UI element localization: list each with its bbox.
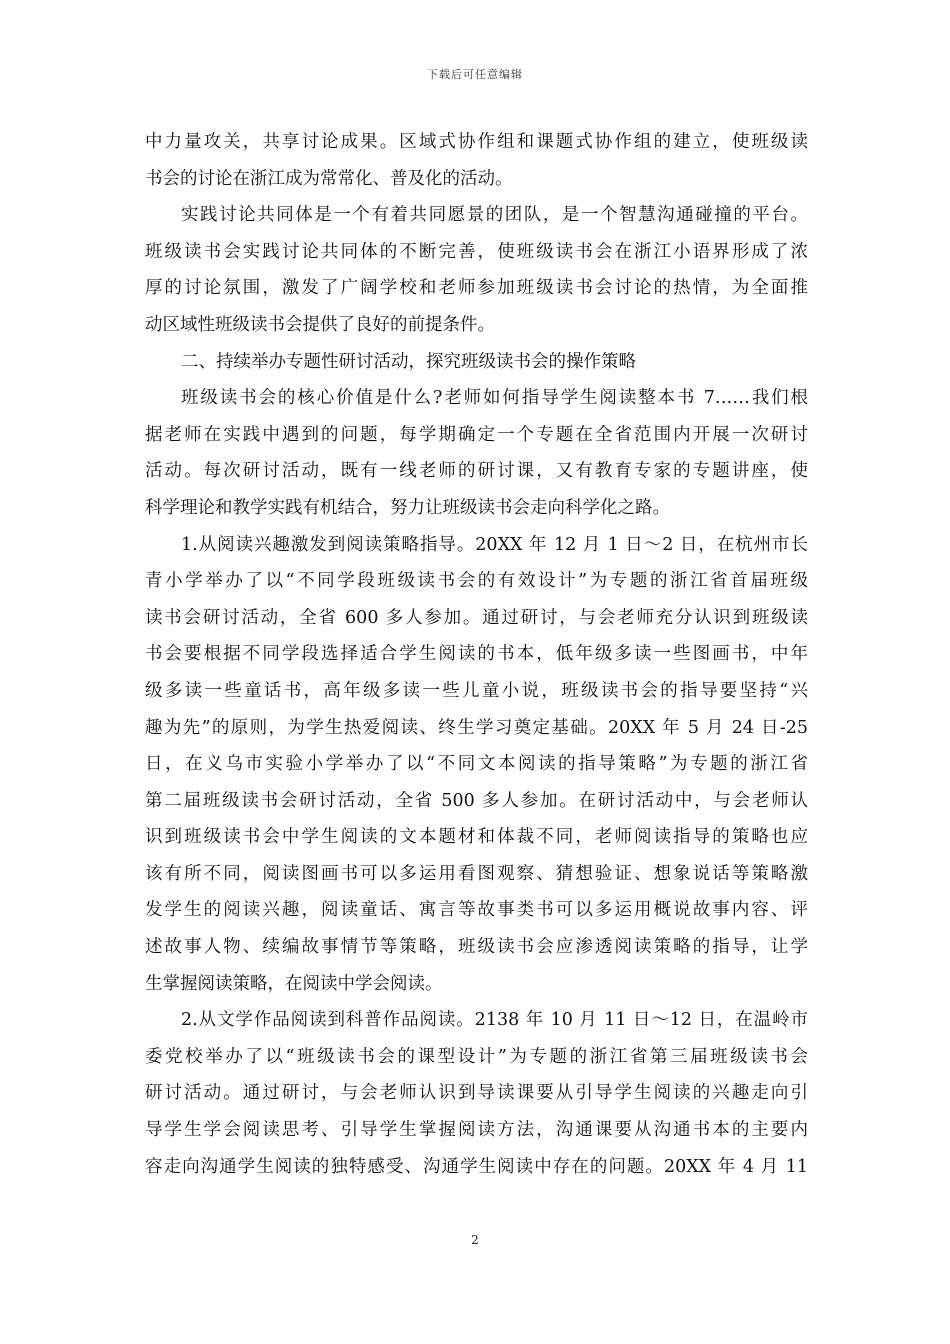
text-line: 第二届班级读书会研讨活动，全省 500 多人参加。在研讨活动中，与会老师认 bbox=[145, 790, 808, 811]
text-line: 青小学举办了以“不同学段班级读书会的有效设计”为专题的浙江省首届班级 bbox=[145, 571, 808, 592]
text-line: 该有所不同，阅读图画书可以多运用看图观察、猜想验证、想象说话等策略激 bbox=[145, 863, 808, 884]
text-line: 1.从阅读兴趣激发到阅读策略指导。20XX 年 12 月 1 日～2 日，在杭州市长 bbox=[181, 534, 808, 555]
text-line: 中力量攻关，共享讨论成果。区域式协作组和课题式协作组的建立，使班级读 bbox=[145, 132, 808, 152]
text-line: 趣为先”的原则，为学生热爱阅读、终生学习奠定基础。20XX 年 5 月 24 日-25 bbox=[145, 717, 808, 738]
text-line: 2.从文学作品阅读到科普作品阅读。2138 年 10 月 11 日～12 日，在温岭市 bbox=[181, 1010, 808, 1031]
text-line: 书会的讨论在浙江成为常常化、普及化的活动。 bbox=[145, 168, 513, 189]
text-line: 生掌握阅读策略，在阅读中学会阅读。 bbox=[145, 973, 443, 994]
text-line: 厚的讨论氛围，激发了广阔学校和老师参加班级读书会讨论的热情，为全面推 bbox=[145, 278, 808, 299]
page-header: 下载后可任意编辑 bbox=[427, 68, 523, 81]
text-line: 日，在义乌市实验小学举办了以“不同文本阅读的指导策略”为专题的浙江省 bbox=[145, 754, 808, 775]
document-body bbox=[145, 124, 808, 1185]
text-line: 研讨活动。通过研讨，与会老师认识到导读课要从引导学生阅读的兴趣走向引 bbox=[145, 1083, 808, 1104]
text-line: 委党校举办了以“班级读书会的课型设计”为专题的浙江省第三届班级读书会 bbox=[145, 1046, 808, 1067]
text-line: 发学生的阅读兴趣，阅读童话、寓言等故事类书可以多运用概说故事内容、评 bbox=[145, 900, 808, 921]
page-number: 2 bbox=[471, 1233, 479, 1247]
text-line: 导学生学会阅读思考、引导学生掌握阅读方法，沟通课要从沟通书本的主要内 bbox=[145, 1120, 808, 1141]
text-line: 实践讨论共同体是一个有着共同愿景的团队，是一个智慧沟通碰撞的平台。 bbox=[181, 205, 808, 226]
text-line: 述故事人物、续编故事情节等策略，班级读书会应渗透阅读策略的指导，让学 bbox=[145, 937, 808, 958]
text-line: 书会要根据不同学段选择适合学生阅读的书本，低年级多读一些图画书，中年 bbox=[145, 644, 808, 665]
text-line: 动区域性班级读书会提供了良好的前提条件。 bbox=[145, 314, 495, 335]
text-line: 班级读书会的核心价值是什么?老师如何指导学生阅读整本书 7……我们根 bbox=[181, 388, 808, 409]
text-line: 容走向沟通学生阅读的独特感受、沟通学生阅读中存在的问题。20XX 年 4 月 11 bbox=[145, 1156, 808, 1177]
text-line: 读书会研讨活动，全省 600 多人参加。通过研讨，与会老师充分认识到班级读 bbox=[145, 607, 808, 628]
text-line: 班级读书会实践讨论共同体的不断完善，使班级读书会在浙江小语界形成了浓 bbox=[145, 241, 808, 262]
text-line: 活动。每次研讨活动，既有一线老师的研讨课，又有教育专家的专题讲座，使 bbox=[145, 461, 808, 482]
text-line: 级多读一些童话书，高年级多读一些儿童小说，班级读书会的指导要坚持“兴 bbox=[145, 680, 808, 701]
text-line: 科学理论和教学实践有机结合，努力让班级读书会走向科学化之路。 bbox=[145, 497, 670, 518]
text-line: 二、持续举办专题性研讨活动，探究班级读书会的操作策略 bbox=[181, 351, 636, 372]
text-line: 据老师在实践中遇到的问题，每学期确定一个专题在全省范围内开展一次研讨 bbox=[145, 424, 808, 445]
text-line: 识到班级读书会中学生阅读的文本题材和体裁不同，老师阅读指导的策略也应 bbox=[145, 827, 808, 848]
